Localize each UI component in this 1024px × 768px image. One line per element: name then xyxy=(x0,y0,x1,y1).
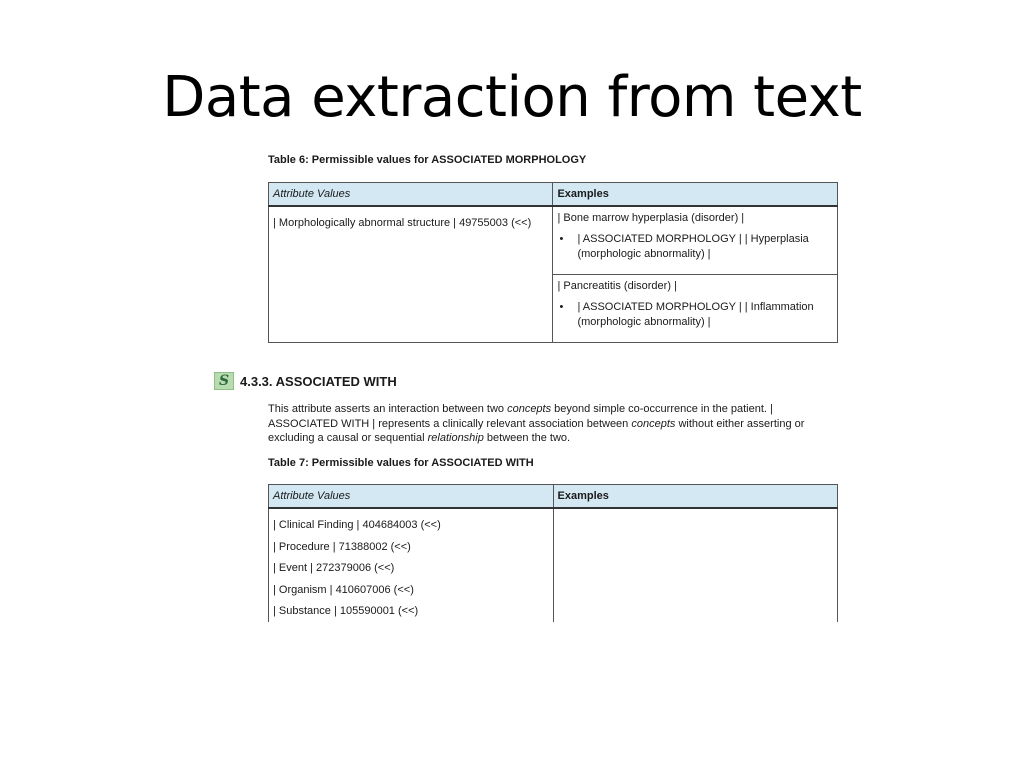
table6-example-bullet: | ASSOCIATED MORPHOLOGY | | Inflammation (morphologic abnormality) | xyxy=(577,300,814,328)
section-paragraph: This attribute asserts an interaction between two concepts beyond simple co-occurrence in the patient. | ASSOCIATED WITH | represents a clinically relevant association between concepts without either asserting or excluding a causal or sequential relationship between the two. xyxy=(268,403,805,444)
bullet-icon: • xyxy=(559,233,564,245)
table7-attribute-value: | Substance | 105590001 (<<) xyxy=(273,605,419,617)
table6-header-examples: Examples xyxy=(553,183,838,207)
screenshot-crop-edge xyxy=(268,622,840,662)
section-heading-text: 4.3.3. ASSOCIATED WITH xyxy=(240,373,397,389)
table6-example-concept: | Bone marrow hyperplasia (disorder) | xyxy=(557,212,745,224)
table6-example-bullet: | ASSOCIATED MORPHOLOGY | | Hyperplasia (morphologic abnormality) | xyxy=(577,233,809,260)
table6-caption: Table 6: Permissible values for ASSOCIATED MORPHOLOGY xyxy=(268,154,587,166)
section-heading xyxy=(214,372,397,390)
table6-example-cell xyxy=(553,274,838,342)
table6-attribute-value: | Morphologically abnormal structure | 49755003 (<<) xyxy=(273,217,532,229)
slide-title: Data extraction from text xyxy=(162,65,862,130)
table7-attribute-value: | Clinical Finding | 404684003 (<<) xyxy=(273,519,441,531)
table7-attribute-value: | Organism | 410607006 (<<) xyxy=(273,583,414,596)
table6-example-cell xyxy=(553,206,838,274)
table7-attribute-value: | Procedure | 71388002 (<<) xyxy=(273,540,411,553)
snomed-s-icon[interactable]: S xyxy=(214,372,234,390)
table7-attribute-value: | Event | 272379006 (<<) xyxy=(273,562,395,574)
table6-example-concept: | Pancreatitis (disorder) | xyxy=(557,279,677,292)
table6-attribute-cell xyxy=(269,206,553,342)
table7-header-examples: Examples xyxy=(553,485,838,509)
bullet-icon: • xyxy=(559,300,564,313)
table6 xyxy=(268,182,838,343)
table7-caption: Table 7: Permissible values for ASSOCIATED WITH xyxy=(268,457,534,469)
table6-header-attribute: Attribute Values xyxy=(269,183,553,207)
table7-header-attribute: Attribute Values xyxy=(269,485,554,509)
